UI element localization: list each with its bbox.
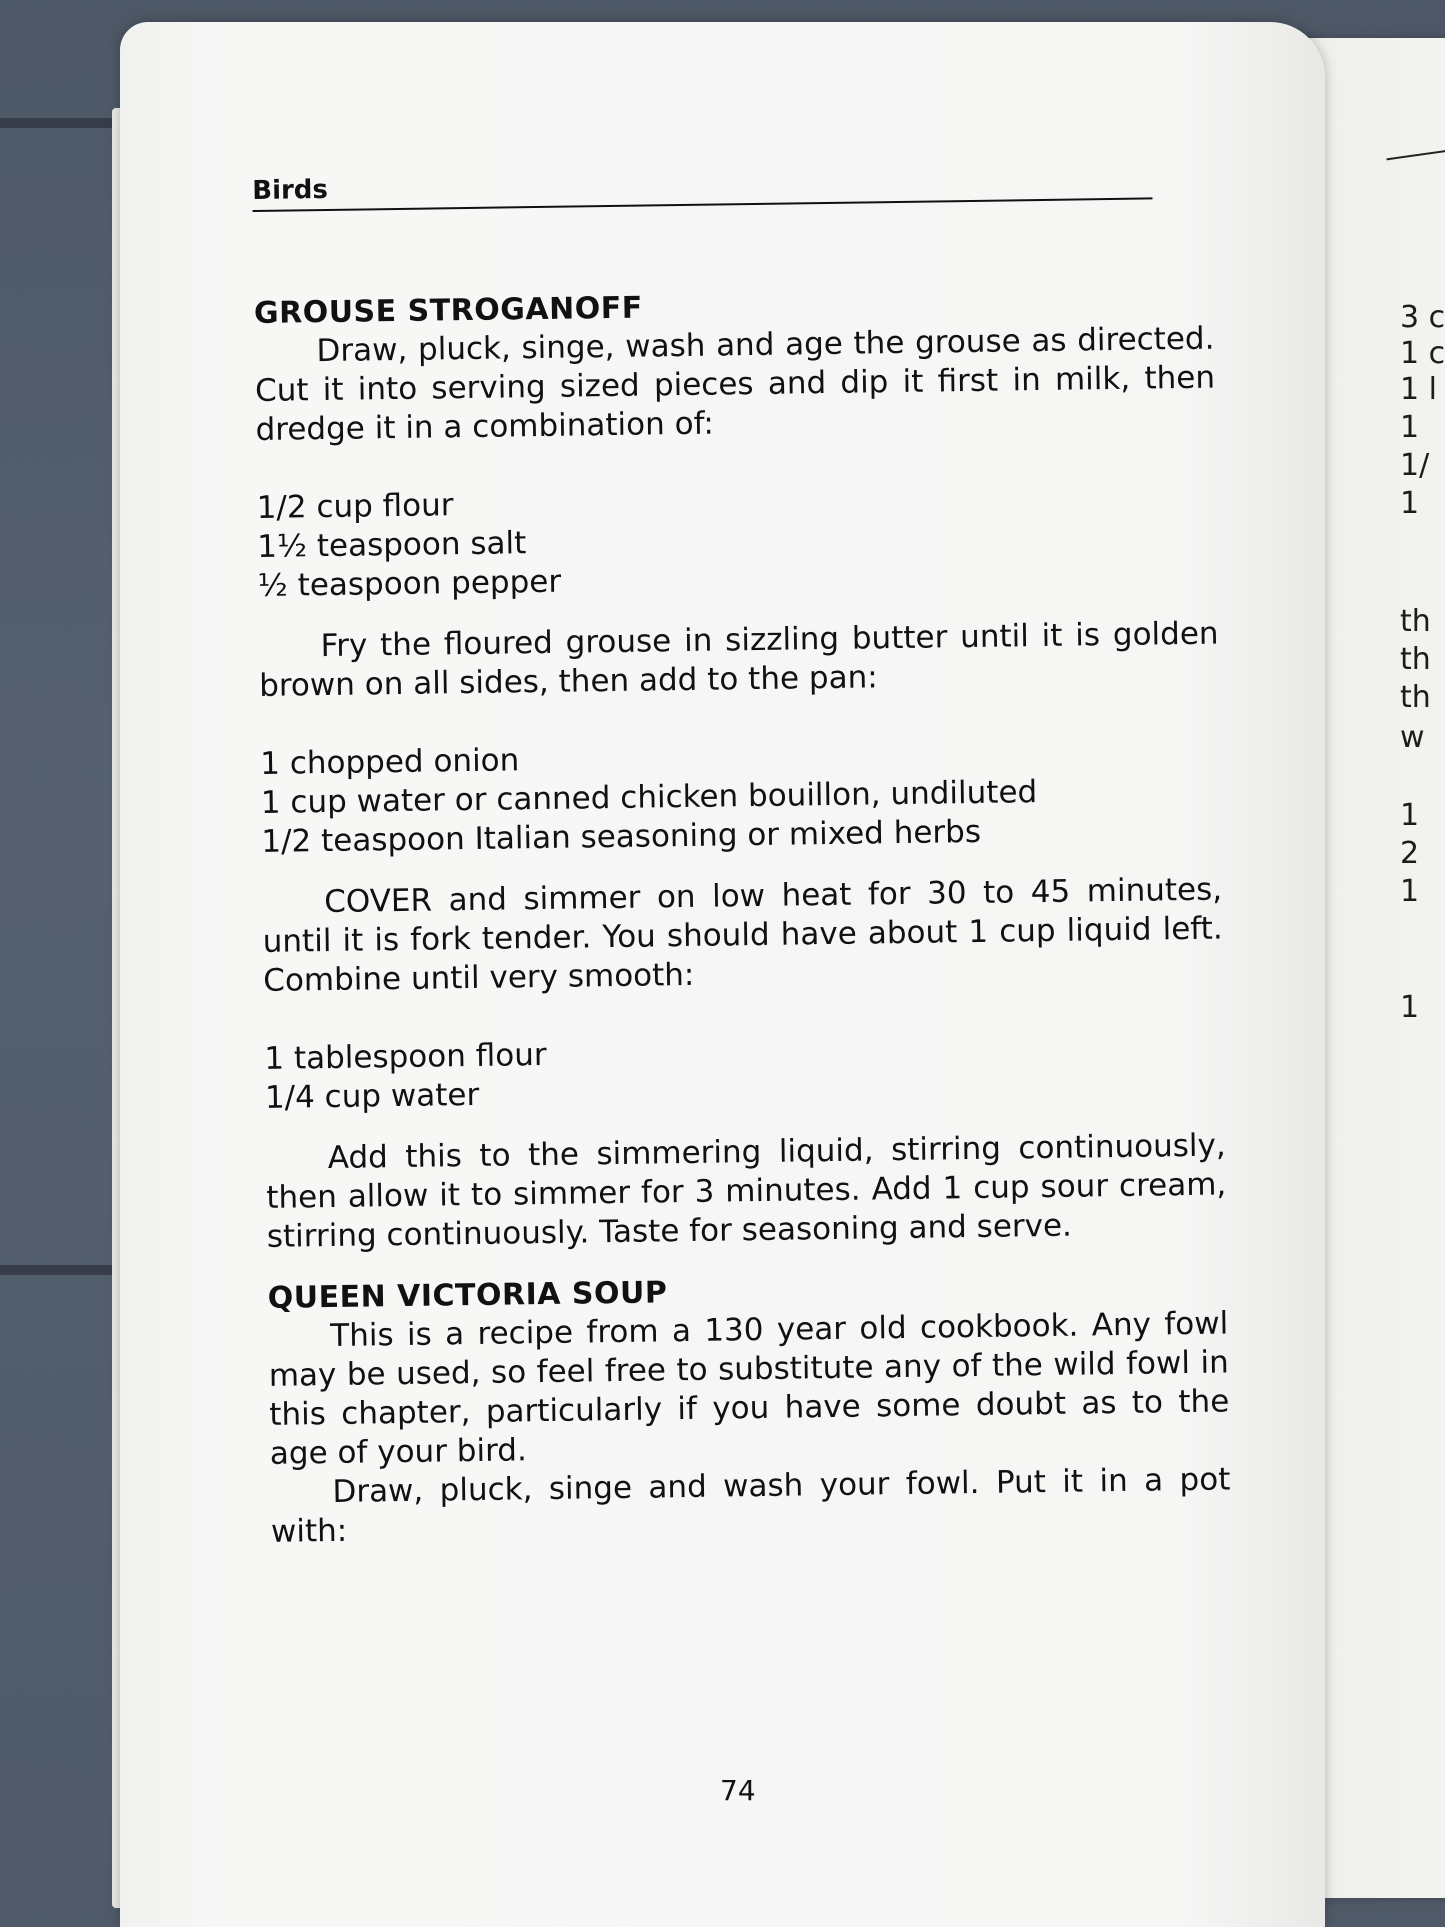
ingredient-item: 1½ teaspoon salt xyxy=(256,525,527,565)
ingredient-item: ½ teaspoon pepper xyxy=(257,563,562,604)
ingredient-item: 1/2 teaspoon Italian seasoning or mixed herbs xyxy=(261,813,982,860)
next-page-fragment: 1 xyxy=(1400,990,1420,1025)
recipe-title: GROUSE STROGANOFF xyxy=(253,290,643,331)
ingredient-item: 1/4 cup water xyxy=(264,1076,480,1116)
page-number: 74 xyxy=(720,1774,756,1807)
section-header: Birds xyxy=(252,174,329,206)
ingredient-list xyxy=(256,476,1218,606)
next-page-fragment: th xyxy=(1400,604,1431,639)
next-page-fragment: 3 c xyxy=(1400,300,1445,335)
header-rule xyxy=(253,197,1153,212)
recipe-paragraph: Draw, pluck, singe, wash and age the grouse as directed. Cut it into serving sized pieces and dip it first in milk, then dredge it in a combination of: xyxy=(254,320,1216,448)
recipe-title: QUEEN VICTORIA SOUP xyxy=(267,1275,668,1316)
recipe-paragraph: COVER and simmer on low heat for 30 to 45 minutes, until it is fork tender. You should have about 1 cup liquid left. Combine until very smooth: xyxy=(262,871,1223,999)
next-page-fragment: 1 l xyxy=(1400,372,1437,407)
next-page-fragment: 1 xyxy=(1400,874,1420,909)
next-page-fragment: 1/ xyxy=(1400,448,1430,483)
ingredient-list xyxy=(264,1027,1225,1118)
ingredient-item: 1 cup water or canned chicken bouillon, undiluted xyxy=(260,774,1038,821)
book-page xyxy=(120,22,1325,1927)
next-page-fragment: th xyxy=(1400,680,1431,715)
recipe-paragraph: Add this to the simmering liquid, stirring continuously, then allow it to simmer for 3 minutes. Add 1 cup sour cream, stirring continuously. Taste for seasoning and serve. xyxy=(266,1127,1227,1255)
next-page-header-rule xyxy=(1386,142,1445,161)
next-page-fragment: w xyxy=(1400,720,1425,755)
ingredient-item: 1 tablespoon flour xyxy=(264,1036,547,1077)
page-content xyxy=(252,159,1231,1552)
next-page-fragment: 1 xyxy=(1400,410,1420,445)
next-page-fragment: 1 c xyxy=(1400,336,1445,371)
ingredient-item: 1/2 cup flour xyxy=(256,487,454,526)
ingredient-list xyxy=(260,732,1222,862)
next-page-fragment: 1 xyxy=(1400,798,1420,833)
running-header xyxy=(252,159,1212,212)
next-page-fragment: 1 xyxy=(1400,486,1420,521)
ingredient-item: 1 chopped onion xyxy=(260,742,520,782)
next-page-fragment: 2 xyxy=(1400,836,1420,871)
recipe-paragraph: This is a recipe from a 130 year old cookbook. Any fowl may be used, so feel free to substitute any of the wild fowl in this chapter, particularly if you have some doubt as to the age of your bird. xyxy=(268,1305,1230,1472)
recipe-paragraph: Fry the floured grouse in sizzling butter until it is golden brown on all sides, then add to the pan: xyxy=(258,615,1219,704)
recipe-paragraph: Draw, pluck, singe and wash your fowl. Put it in a pot with: xyxy=(270,1461,1231,1550)
next-page-fragment: th xyxy=(1400,642,1431,677)
